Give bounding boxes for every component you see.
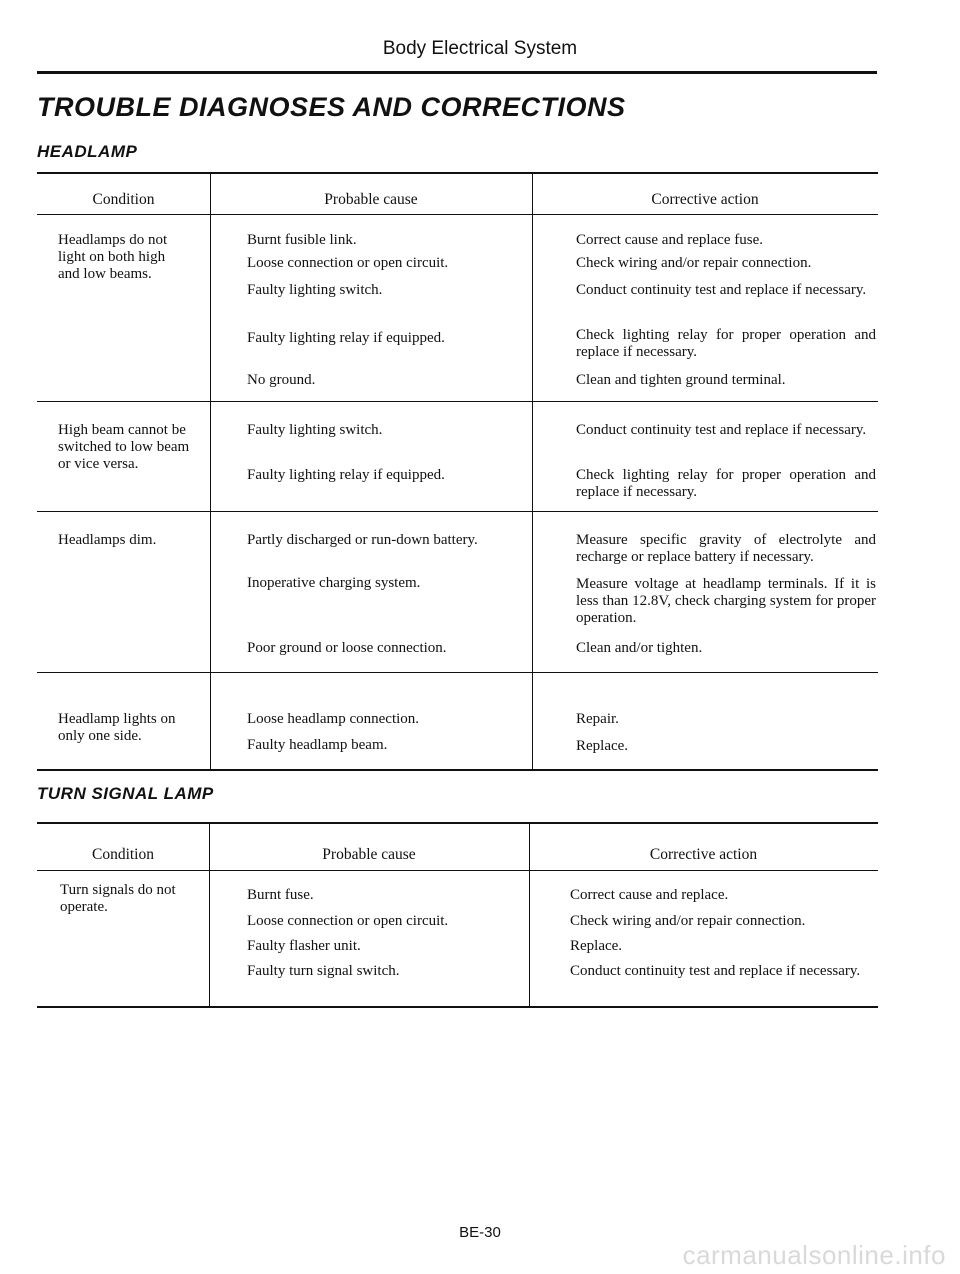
condition-line: switched to low beam xyxy=(58,439,190,455)
row-rule xyxy=(37,511,878,512)
condition-line: and low beams. xyxy=(58,266,152,282)
action-text: Replace. xyxy=(576,738,629,754)
condition-cell xyxy=(58,711,175,745)
condition-line: High beam cannot be xyxy=(58,422,186,438)
condition-cell xyxy=(60,882,176,916)
column-header-action: Corrective action xyxy=(649,846,758,863)
cause-text: Faulty flasher unit. xyxy=(247,938,361,954)
condition-line: light on both high xyxy=(58,249,166,265)
cause-text: Loose connection or open circuit. xyxy=(247,255,449,271)
condition-line: Turn signals do not xyxy=(60,882,176,898)
cause-text: No ground. xyxy=(247,372,316,388)
action-text: Clean and tighten ground terminal. xyxy=(576,372,786,388)
headlamp-table xyxy=(37,172,878,772)
condition-cell xyxy=(58,532,156,549)
main-title: TROUBLE DIAGNOSES AND CORRECTIONS xyxy=(37,92,626,122)
cause-text: Faulty lighting relay if equipped. xyxy=(247,467,445,483)
column-header-cause: Probable cause xyxy=(324,191,418,208)
cause-text: Faulty lighting switch. xyxy=(247,282,383,298)
cause-text: Faulty headlamp beam. xyxy=(247,737,388,753)
cause-text: Inoperative charging system. xyxy=(247,575,421,591)
watermark: carmanualsonline.info xyxy=(682,1240,946,1270)
action-text: Clean and/or tighten. xyxy=(576,640,703,656)
action-text: Check wiring and/or repair connection. xyxy=(576,255,812,271)
cause-text: Burnt fuse. xyxy=(247,887,314,903)
section-title-turn-signal: TURN SIGNAL LAMP xyxy=(37,784,214,803)
action-text: Correct cause and replace fuse. xyxy=(576,232,763,248)
action-text: Check lighting relay for proper operation and replace if necessary. xyxy=(576,467,876,500)
cause-text: Loose headlamp connection. xyxy=(247,711,420,727)
header-bottom-rule xyxy=(37,870,878,871)
action-text: Conduct continuity test and replace if necessary. xyxy=(576,282,867,298)
header-rule xyxy=(37,71,877,74)
action-text: Correct cause and replace. xyxy=(570,887,729,903)
condition-cell xyxy=(58,422,189,473)
page-number: BE-30 xyxy=(459,1224,501,1241)
action-text: Measure voltage at headlamp terminals. If it is less than 12.8V, check charging system for proper operation. xyxy=(576,576,876,626)
table-top-rule xyxy=(37,172,878,174)
cause-text: Partly discharged or run-down battery. xyxy=(247,532,478,548)
header-bottom-rule xyxy=(37,214,878,215)
page-header: Body Electrical System xyxy=(382,38,578,59)
column-header-action: Corrective action xyxy=(651,191,759,208)
row-rule xyxy=(37,401,878,402)
column-divider xyxy=(532,172,533,769)
column-header-cause: Probable cause xyxy=(322,846,416,863)
condition-cell xyxy=(58,232,167,283)
condition-line: Headlamps do not xyxy=(58,232,168,248)
action-text: Check wiring and/or repair connection. xyxy=(570,913,806,929)
action-text: Repair. xyxy=(576,711,619,727)
row-rule xyxy=(37,672,878,673)
cause-text: Faulty lighting relay if equipped. xyxy=(247,330,445,346)
action-text: Conduct continuity test and replace if necessary. xyxy=(576,422,867,438)
column-header-condition: Condition xyxy=(92,191,155,208)
cause-text: Loose connection or open circuit. xyxy=(247,913,449,929)
action-text: Check lighting relay for proper operation and replace if necessary. xyxy=(576,327,876,360)
condition-line: Headlamp lights on xyxy=(58,711,176,727)
cause-text: Faulty turn signal switch. xyxy=(247,963,400,979)
turn-signal-table xyxy=(37,822,878,1012)
section-title-headlamp: HEADLAMP xyxy=(37,142,138,161)
action-text: Measure specific gravity of electrolyte and recharge or replace battery if necessary. xyxy=(576,532,876,565)
condition-line: only one side. xyxy=(58,728,142,744)
cause-text: Faulty lighting switch. xyxy=(247,422,383,438)
column-header-condition: Condition xyxy=(91,846,154,863)
action-text: Conduct continuity test and replace if necessary. xyxy=(570,963,861,979)
cause-text: Poor ground or loose connection. xyxy=(247,640,447,656)
table-top-rule xyxy=(37,822,878,824)
condition-line: Headlamps dim. xyxy=(58,532,157,548)
action-text: Replace. xyxy=(570,938,623,954)
table-bottom-rule xyxy=(37,1006,878,1008)
table-bottom-rule xyxy=(37,769,878,771)
cause-text: Burnt fusible link. xyxy=(247,232,357,248)
column-divider xyxy=(210,172,211,769)
condition-line: operate. xyxy=(60,899,108,915)
condition-line: or vice versa. xyxy=(58,456,139,472)
